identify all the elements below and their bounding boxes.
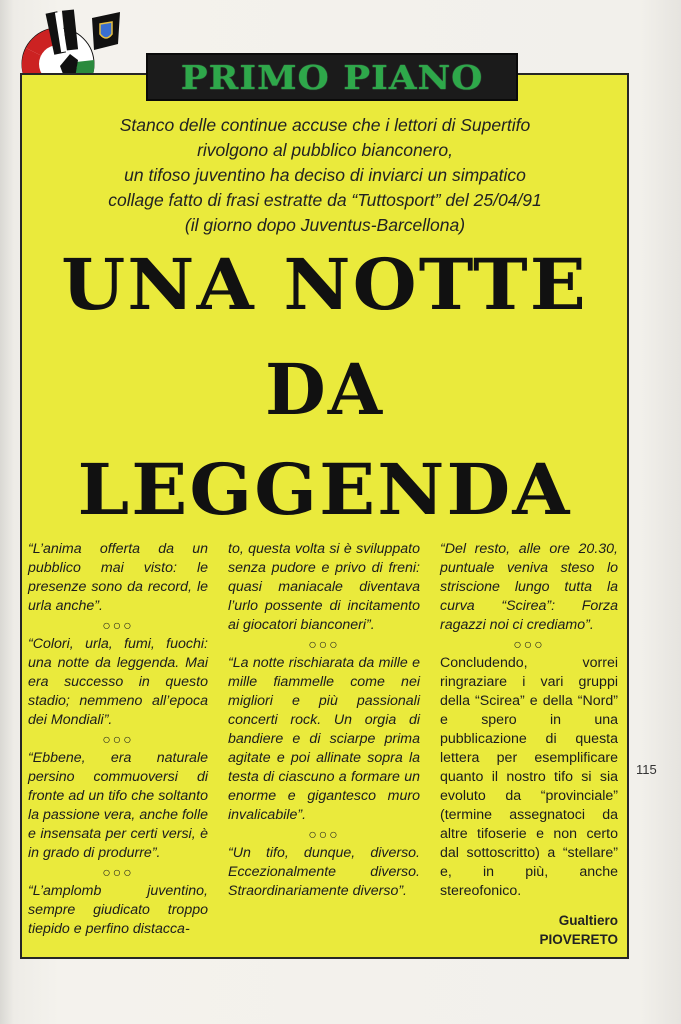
intro-line: Stanco delle continue accuse che i lettori di Supertifo: [119, 115, 531, 135]
article-paragraph: Concludendo, vorrei ringraziare i vari gruppi della “Scirea” e della “Nord” e spero in una pubblicazione di questa lettera per esemplificare quanto il nostro tifo si sia evoluto da “provinciale” (termine assegnatoci da altre tifoserie e non certo dal sottoscritto) a “stellare” e, in più, anche stereofonico.: [440, 655, 618, 899]
headline-line-1: UNA NOTTE: [61, 243, 588, 326]
article-paragraph: “La notte rischiarata da mille e mille fiammelle come nei migliori e più passionali concerti rock. Un orgia di bandiere e di sciarpe prima agitate e poi allinate sopra la testa di ciascuno a formare un enorme e gigantesco muro invalicabile”.: [228, 655, 420, 823]
article-column-3: [440, 540, 618, 949]
headline-line-2: DA: [264, 348, 384, 431]
article-column-1: [28, 540, 208, 939]
article-paragraph: “Ebbene, era naturale persino commuoversi di fronte ad un tifo che soltanto la passione vera, anche folle e insensata per certi versi, è in grado di produrre”.: [28, 750, 208, 861]
paragraph-separator: ○○○: [308, 636, 340, 652]
intro-line: rivolgono al pubblico bianconero,: [197, 140, 453, 160]
intro-line: un tifoso juventino ha deciso di inviarci un simpatico: [124, 165, 526, 185]
author-first-name: Gualtiero: [558, 913, 618, 928]
paragraph-separator: ○○○: [308, 826, 340, 842]
intro-line: (il giorno dopo Juventus-Barcellona): [184, 215, 466, 235]
headline-line-3: LEGGENDA: [77, 448, 572, 531]
article-paragraph: “L’amplomb juventino, sempre giudicato troppo tiepido e perfino distacca-: [28, 883, 208, 937]
paragraph-separator: ○○○: [102, 864, 134, 880]
section-title: PRIMO PIANO: [180, 57, 484, 97]
article-paragraph: “L’anima offerta da un pubblico mai visto: le presenze sono da record, le urla anche”.: [28, 541, 208, 614]
article-paragraph: “Un tifo, dunque, diverso. Eccezionalmente diverso. Straordinariamente diverso”.: [228, 845, 420, 899]
paragraph-separator: ○○○: [102, 731, 134, 747]
section-banner: [146, 53, 518, 101]
page-number: 115: [636, 762, 657, 777]
paragraph-separator: ○○○: [102, 617, 134, 633]
author-signature: [440, 911, 618, 949]
paragraph-separator: ○○○: [513, 636, 545, 652]
article-paragraph: “Colori, urla, fumi, fuochi: una notte da leggenda. Mai era successo in questo stadio; nemmeno all’epoca dei Mondiali”.: [28, 636, 208, 728]
article-column-2: [228, 540, 420, 901]
article-paragraph: “Del resto, alle ore 20.30, puntuale veniva steso lo striscione lungo tutta la curva “Scirea”: Forza ragazzi noi ci crediamo”.: [440, 541, 618, 633]
author-surname: PIOVERETO: [539, 932, 618, 947]
article-paragraph: to, questa volta si è sviluppato senza pudore e privo di freni: quasi maniacale diventava l’urlo possente di incitamento ai giocatori bianconeri”.: [228, 541, 420, 633]
intro-line: collage fatto di frasi estratte da “Tuttosport” del 25/04/91: [108, 190, 542, 210]
intro-paragraph: [40, 113, 610, 238]
